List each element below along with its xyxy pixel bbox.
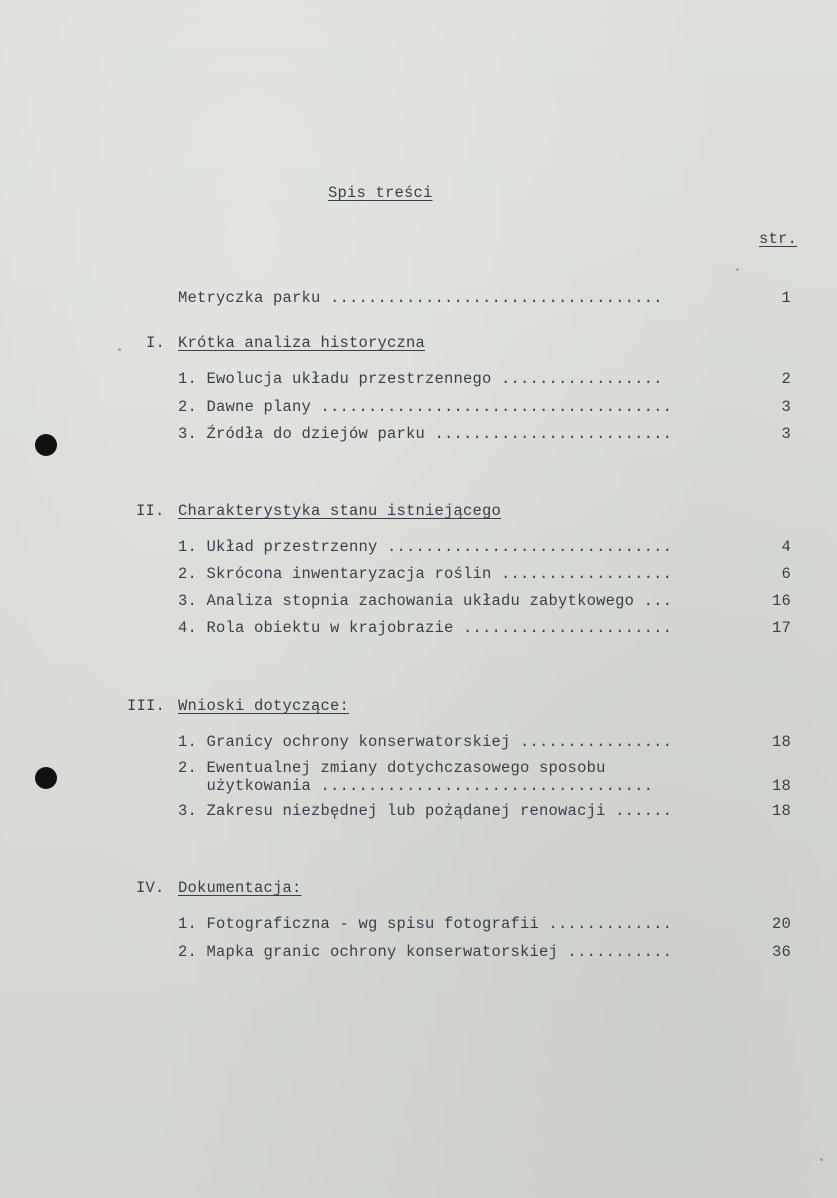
toc-entry-page: 2 xyxy=(781,370,791,388)
paper-speck xyxy=(820,1158,823,1161)
toc-entry-page: 18 xyxy=(771,777,791,795)
section-numeral: III. xyxy=(127,697,166,715)
toc-entry-text: 1. Ewolucja układu przestrzennego ................. xyxy=(178,370,663,388)
section-heading: Krótka analiza historyczna xyxy=(178,334,426,352)
toc-entry-page: 17 xyxy=(771,619,791,637)
toc-entry-page: 3 xyxy=(781,398,791,416)
toc-entry-text: 3. Źródła do dziejów parku ......................... xyxy=(178,425,673,443)
toc-entry-page: 1 xyxy=(781,289,791,307)
toc-entry-text: 1. Granicy ochrony konserwatorskiej ................ xyxy=(178,733,673,751)
toc-entry-text: Metryczka parku ................................... xyxy=(178,289,663,307)
toc-entry-text: 2. Ewentualnej zmiany dotychczasowego sposobu xyxy=(178,759,606,777)
paper-speck xyxy=(736,268,739,271)
toc-entry-text: 3. Analiza stopnia zachowania układu zabytkowego ... xyxy=(178,592,673,610)
section-heading: Wnioski dotyczące: xyxy=(178,697,350,715)
toc-entry-page: 18 xyxy=(771,802,791,820)
paper-speck xyxy=(118,348,121,351)
section-heading: Dokumentacja: xyxy=(178,879,302,897)
section-heading: Charakterystyka stanu istniejącego xyxy=(178,502,502,520)
toc-entry-page: 20 xyxy=(771,915,791,933)
toc-entry-page: 18 xyxy=(771,733,791,751)
toc-entry-page: 4 xyxy=(781,538,791,556)
page-title: Spis treści xyxy=(328,184,433,202)
toc-entry-text: użytkowania ................................... xyxy=(178,777,654,795)
toc-entry-text: 3. Zakresu niezbędnej lub pożądanej renowacji ...... xyxy=(178,802,673,820)
toc-entry-page: 3 xyxy=(781,425,791,443)
punch-hole-top xyxy=(35,434,57,456)
page-column-label: str. xyxy=(759,230,798,248)
toc-entry-text: 2. Dawne plany ..................................... xyxy=(178,398,673,416)
toc-entry-text: 1. Układ przestrzenny .............................. xyxy=(178,538,673,556)
section-numeral: II. xyxy=(136,502,165,520)
section-numeral: I. xyxy=(146,334,166,352)
section-numeral: IV. xyxy=(136,879,165,897)
toc-entry-page: 16 xyxy=(771,592,791,610)
toc-entry-page: 36 xyxy=(771,943,791,961)
toc-entry-text: 2. Mapka granic ochrony konserwatorskiej ........... xyxy=(178,943,673,961)
toc-entry-text: 2. Skrócona inwentaryzacja roślin .................. xyxy=(178,565,673,583)
toc-entry-text: 4. Rola obiektu w krajobrazie ...................... xyxy=(178,619,673,637)
punch-hole-bottom xyxy=(35,767,57,789)
toc-entry-page: 6 xyxy=(781,565,791,583)
toc-entry-text: 1. Fotograficzna - wg spisu fotografii ............. xyxy=(178,915,673,933)
